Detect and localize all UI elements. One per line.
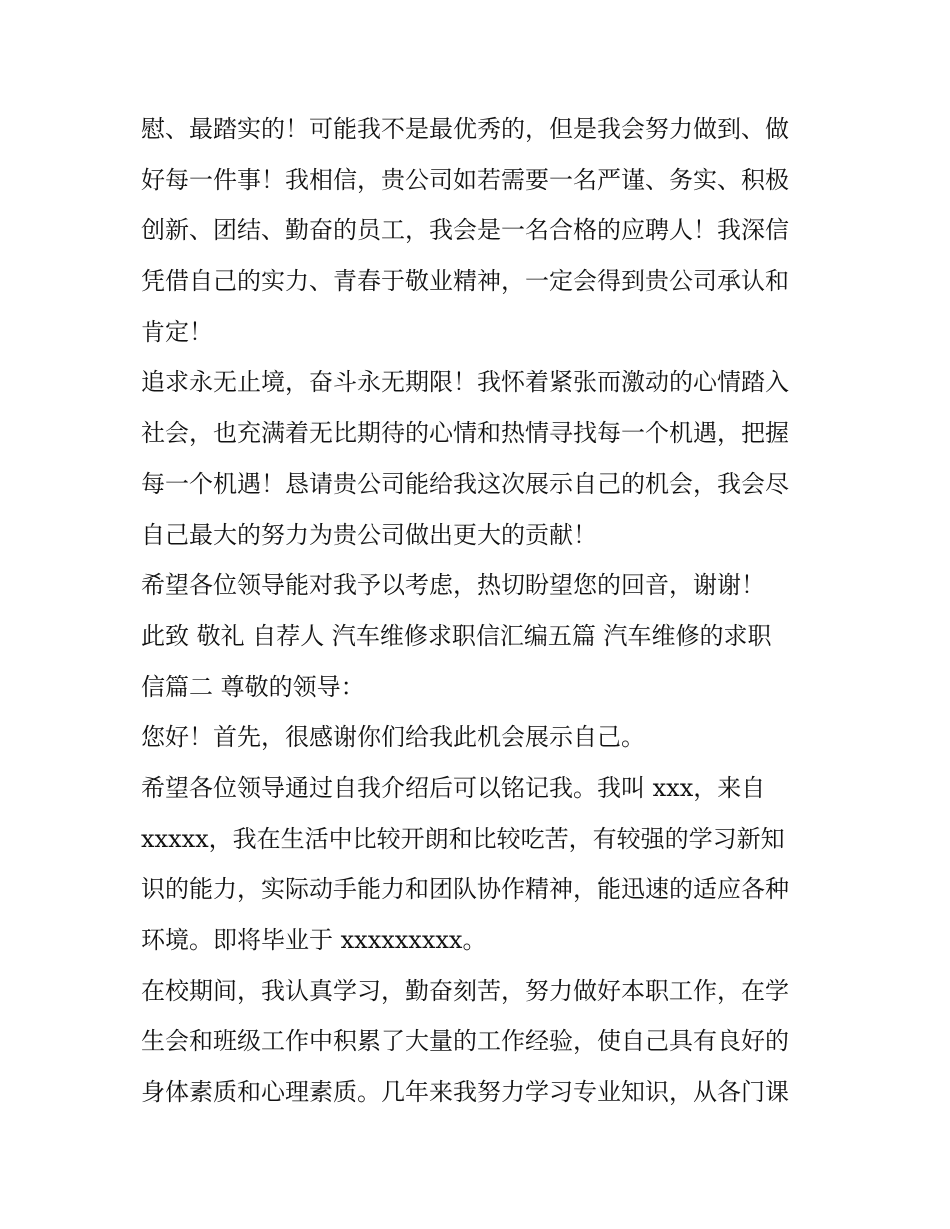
text-line: 信篇二 尊敬的领导： <box>141 672 365 701</box>
text-line: 好每一件事！我相信，贵公司如若需要一名严谨、务实、积极 <box>141 165 789 194</box>
text-line: 此致 敬礼 自荐人 汽车维修求职信汇编五篇 汽车维修的求职 <box>141 621 772 650</box>
text-line: xxxxx，我在生活中比较开朗和比较吃苦，有较强的学习新知 <box>141 824 785 853</box>
text-line: 在校期间，我认真学习，勤奋刻苦，努力做好本职工作，在学 <box>141 976 789 1005</box>
text-line: 凭借自己的实力、青春于敬业精神，一定会得到贵公司承认和 <box>141 267 789 296</box>
text-line: 肯定！ <box>141 317 213 346</box>
letter-body <box>141 104 813 1118</box>
text-line: 希望各位领导通过自我介绍后可以铭记我。我叫 xxx，来自 <box>141 773 766 802</box>
text-line: 生会和班级工作中积累了大量的工作经验，使自己具有良好的 <box>141 1027 789 1056</box>
text-line: 环境。即将毕业于 xxxxxxxxx。 <box>141 926 487 954</box>
text-line: 创新、团结、勤奋的员工，我会是一名合格的应聘人！我深信 <box>141 216 789 245</box>
text-line: 您好！首先，很感谢你们给我此机会展示自己。 <box>141 723 645 752</box>
text-line: 身体素质和心理素质。几年来我努力学习专业知识，从各门课 <box>141 1078 789 1107</box>
text-line: 希望各位领导能对我予以考虑，热切盼望您的回音，谢谢！ <box>141 571 765 600</box>
text-line: 追求永无止境，奋斗永无期限！我怀着紧张而激动的心情踏入 <box>141 368 789 397</box>
text-line: 社会，也充满着无比期待的心情和热情寻找每一个机遇，把握 <box>141 419 789 448</box>
text-line: 慰、最踏实的！可能我不是最优秀的，但是我会努力做到、做 <box>141 115 789 143</box>
text-line: 识的能力，实际动手能力和团队协作精神，能迅速的适应各种 <box>141 875 789 904</box>
text-line: 自己最大的努力为贵公司做出更大的贡献！ <box>141 520 597 549</box>
text-line: 每一个机遇！恳请贵公司能给我这次展示自己的机会，我会尽 <box>141 469 789 498</box>
